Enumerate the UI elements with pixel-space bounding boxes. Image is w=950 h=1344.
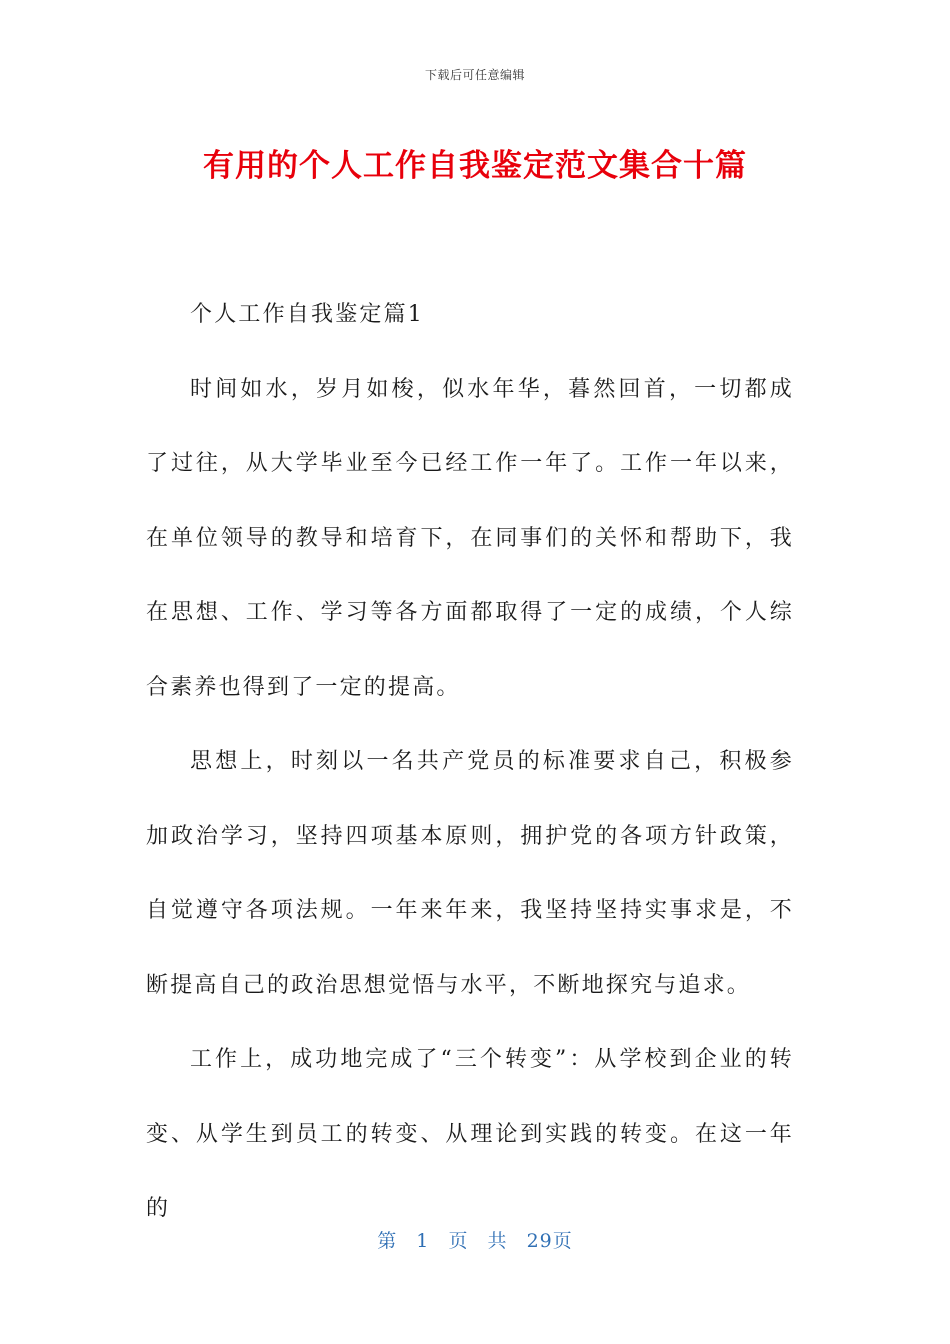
footer-total-pages: 29页 [526,1230,573,1252]
footer-label-total: 共 [487,1230,508,1252]
document-body [146,278,794,1247]
footer-current-page: 1 [416,1230,430,1252]
paragraph: 工作上，成功地完成了“三个转变”：从学校到企业的转变、从学生到员工的转变、从理论到实践的转变。在这一年的 [146,1047,794,1221]
document-title: 有用的个人工作自我鉴定范文集合十篇 [203,148,747,184]
paragraph: 时间如水，岁月如梭，似水年华，暮然回首，一切都成了过往，从大学毕业至今已经工作一年了。工作一年以来，在单位领导的教导和培育下，在同事们的关怀和帮助下，我在思想、工作、学习等各方面都取得了一定的成绩，个人综合素养也得到了一定的提高。 [146,376,794,700]
header-note: 下载后可任意编辑 [424,68,525,82]
page-number-footer [0,1226,950,1253]
footer-label-of: 页 [448,1230,469,1252]
paragraph: 思想上，时刻以一名共产党员的标准要求自己，积极参加政治学习，坚持四项基本原则，拥护党的各项方针政策，自觉遵守各项法规。一年来年来，我坚持坚持实事求是，不断提高自己的政治思想觉悟与水平，不断地探究与追求。 [146,749,794,998]
section-heading: 个人工作自我鉴定篇1 [190,302,424,327]
footer-label-page: 第 [377,1230,398,1252]
